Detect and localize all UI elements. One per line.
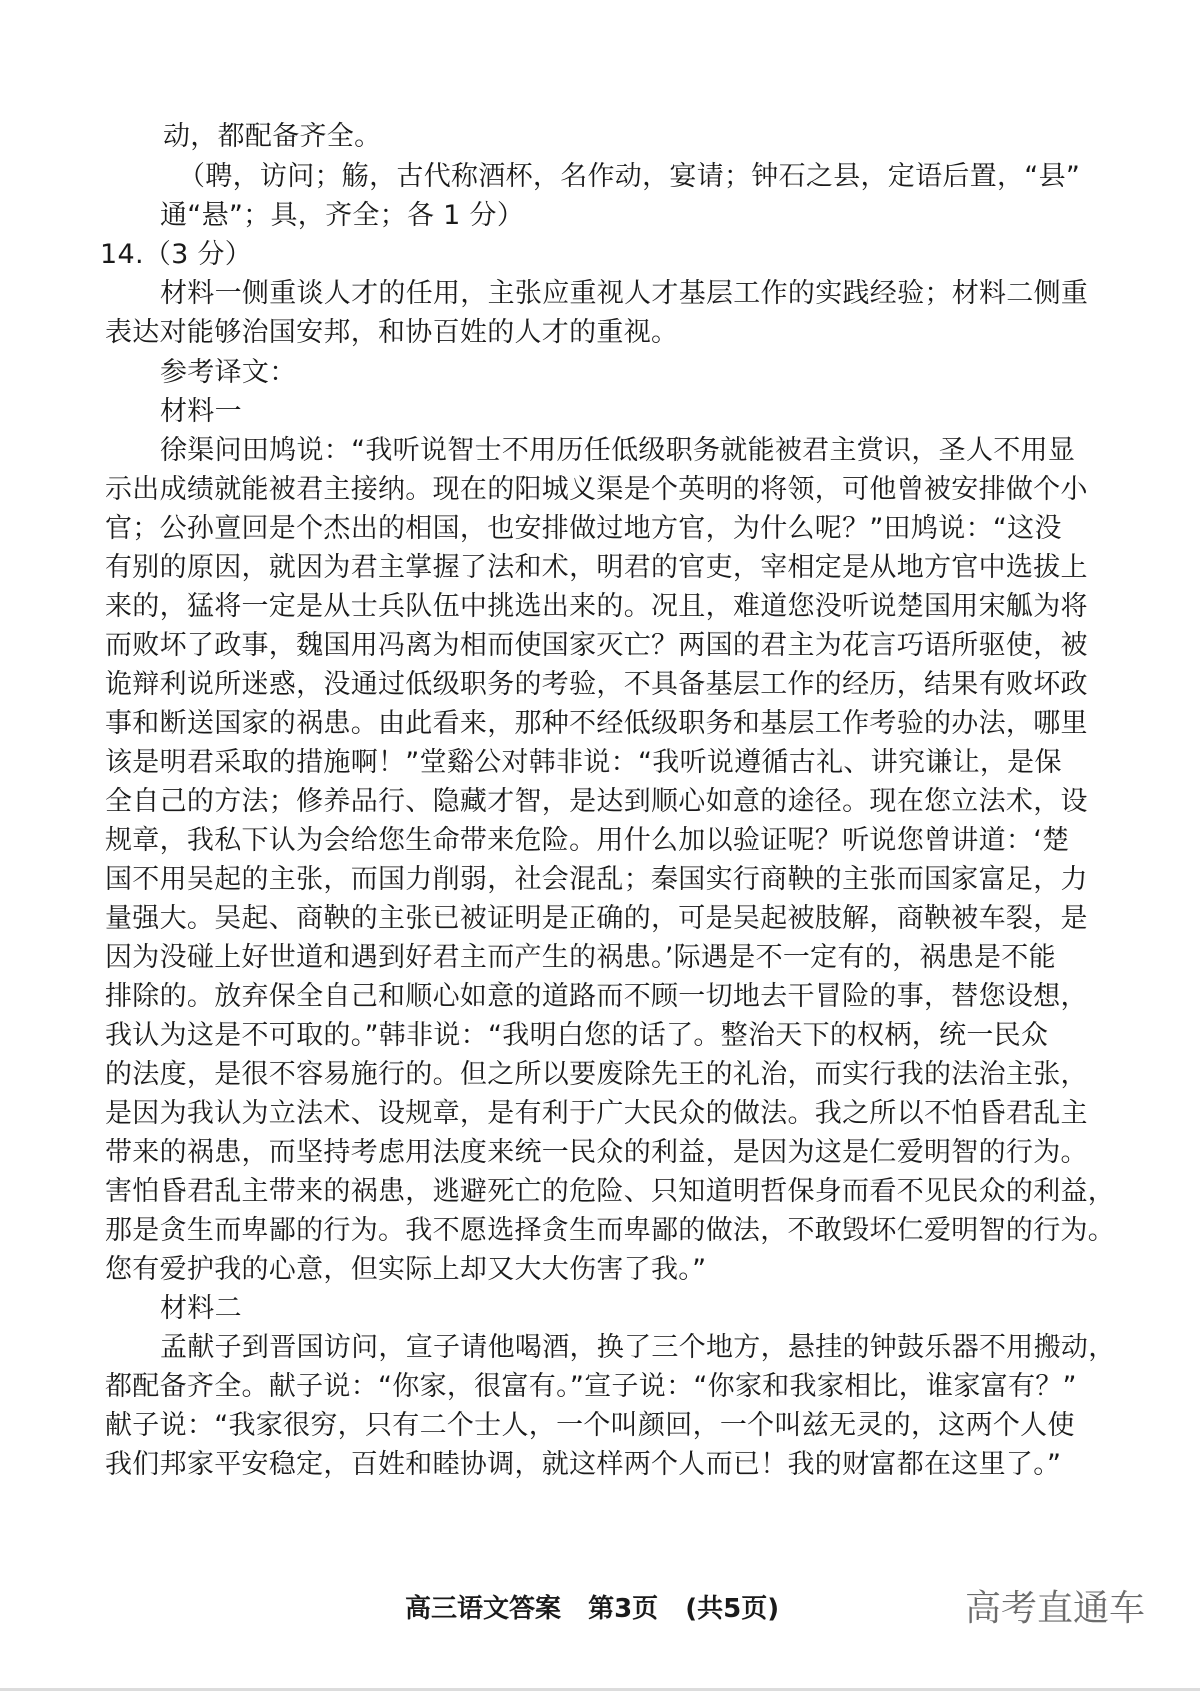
material2-line: 孟献子到晋国访问，宣子请他喝酒，换了三个地方，悬挂的钟鼓乐器不用搬动，: [160, 1332, 1116, 1363]
material1-line: 有别的原因，就因为君主掌握了法和术，明君的官吏，宰相定是从地方官中选拔上: [105, 552, 1088, 583]
material1-line: 是因为我认为立法术、设规章，是有利于广大民众的做法。我之所以不怕昏君乱主: [105, 1098, 1088, 1129]
material2-line: 我们邦家平安稳定，百姓和睦协调，就这样两个人而已！我的财富都在这里了。”: [105, 1449, 1062, 1480]
summary-line: 表达对能够治国安邦，和协百姓的人才的重视。: [105, 317, 679, 348]
material2-line: 都配备齐全。献子说：“你家，很富有。”宣子说：“你家和我家相比，谁家富有？”: [105, 1371, 1077, 1402]
material1-line: 我认为这是不可取的。”韩非说：“我明白您的话了。整治天下的权柄，统一民众: [105, 1020, 1049, 1051]
material1-line: 规章，我私下认为会给您生命带来危险。用什么加以验证呢？听说您曾讲道：‘楚: [105, 825, 1070, 856]
material1-line: 因为没碰上好世道和遇到好君主而产生的祸患。’际遇是不一定有的，祸患是不能: [105, 942, 1056, 973]
answer13-line: 动，都配备齐全。: [163, 121, 382, 152]
material1-line: 该是明君采取的措施啊！”堂谿公对韩非说：“我听说遵循古礼、讲究谦让，是保: [105, 747, 1062, 778]
material1-line: 而败坏了政事，魏国用冯离为相而使国家灭亡？两国的君主为花言巧语所驱使，被: [105, 630, 1088, 661]
material1-line: 示出成绩就能被君主接纳。现在的阳城义渠是个英明的将领，可他曾被安排做个小: [105, 474, 1088, 505]
material2-line: 献子说：“我家很穷，只有二个士人，一个叫颜回，一个叫兹无灵的，这两个人使: [105, 1410, 1075, 1441]
answer13-note-line: （聘，访问；觞，古代称酒杯，名作动，宴请；钟石之县，定语后置，“县”: [178, 161, 1081, 192]
watermark: 高考直通车: [965, 1588, 1146, 1629]
material1-line: 的法度，是很不容易施行的。但之所以要废除先王的礼治，而实行我的法治主张，: [105, 1059, 1088, 1090]
answer13-note-line: 通“悬”；具，齐全；各 1 分）: [160, 200, 525, 231]
material-label: 材料二: [160, 1293, 242, 1324]
bottom-divider: [0, 1688, 1200, 1691]
material1-line: 徐渠问田鸠说：“我听说智士不用历任低级职务就能被君主赏识，圣人不用显: [160, 435, 1076, 466]
reference-label: 参考译文：: [160, 357, 297, 388]
material1-line: 事和断送国家的祸患。由此看来，那种不经低级职务和基层工作考验的办法，哪里: [105, 708, 1088, 739]
material1-line: 国不用吴起的主张，而国力削弱，社会混乱；秦国实行商鞅的主张而国家富足，力: [105, 864, 1088, 895]
footer-page-total: (共5页): [685, 1594, 780, 1624]
material1-line: 来的，猛将一定是从士兵队伍中挑选出来的。况且，难道您没听说楚国用宋觚为将: [105, 591, 1088, 622]
material1-line: 带来的祸患，而坚持考虑用法度来统一民众的利益，是因为这是仁爱明智的行为。: [105, 1137, 1088, 1168]
material1-line: 那是贪生而卑鄙的行为。我不愿选择贪生而卑鄙的做法，不敢毁坏仁爱明智的行为。: [105, 1215, 1116, 1246]
summary-line: 材料一侧重谈人才的任用，主张应重视人才基层工作的实践经验；材料二侧重: [160, 278, 1089, 309]
question-heading: 14.（3 分）: [100, 239, 253, 270]
material1-line: 诡辩利说所迷惑，没通过低级职务的考验，不具备基层工作的经历，结果有败坏政: [105, 669, 1088, 700]
footer-subject: 高三语文答案: [405, 1594, 562, 1624]
footer-page-number: 第3页: [588, 1594, 659, 1624]
material1-line: 害怕昏君乱主带来的祸患，逃避死亡的危险、只知道明哲保身而看不见民众的利益，: [105, 1176, 1116, 1207]
material1-line: 排除的。放弃保全自己和顺心如意的道路而不顾一切地去干冒险的事，替您设想，: [105, 981, 1088, 1012]
material1-line: 量强大。吴起、商鞅的主张已被证明是正确的，可是吴起被肢解，商鞅被车裂，是: [105, 903, 1088, 934]
material1-line: 官；公孙亶回是个杰出的相国，也安排做过地方官，为什么呢？”田鸠说：“这没: [105, 513, 1062, 544]
material1-line: 全自己的方法；修养品行、隐藏才智，是达到顺心如意的途径。现在您立法术，设: [105, 786, 1088, 817]
material1-line: 您有爱护我的心意，但实际上却又大大伤害了我。”: [105, 1254, 707, 1285]
material-label: 材料一: [160, 396, 242, 427]
page-footer: [405, 1588, 797, 1625]
